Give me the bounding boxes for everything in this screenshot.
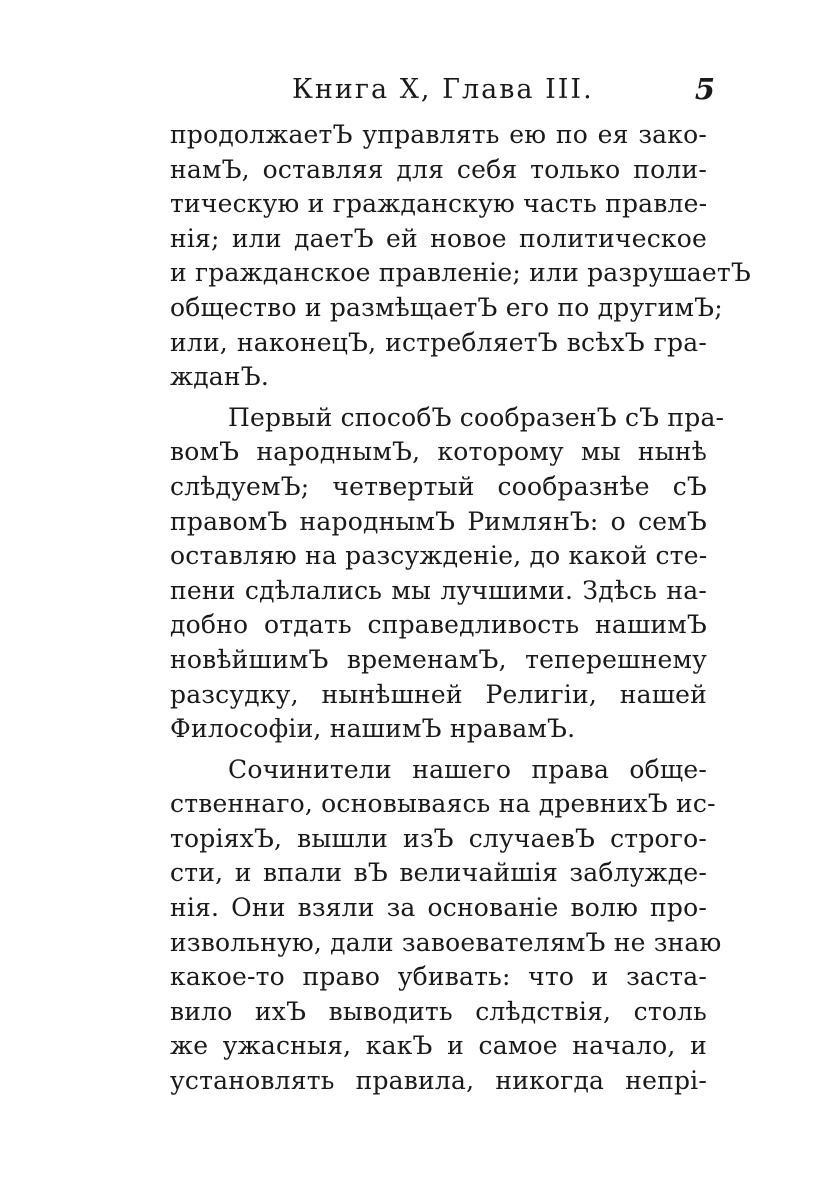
text-line: разсудку, нынѣшней Религіи, нашей <box>170 679 707 709</box>
text-line: извольную, дали завоевателямЪ не знаю <box>170 927 722 957</box>
text-line: Сочинители нашего права обще- <box>228 754 707 784</box>
text-line: или, наконецЪ, истребляетЪ всѣхЪ гра- <box>170 327 707 357</box>
text-line: нія; или даетЪ ей новое политическое <box>170 223 707 253</box>
text-line: вомЪ народнымЪ, которому мы нынѣ <box>170 437 707 467</box>
text-line: оставляю на разсужденіе, до какой сте- <box>170 541 708 571</box>
text-line: торіяхЪ, вышли изЪ случаевЪ строго- <box>170 823 707 853</box>
running-title: Книга X, Глава III. <box>292 74 594 105</box>
running-head <box>170 74 715 110</box>
paragraph-2 <box>170 401 725 747</box>
text-line: сти, и впали вЪ величайшія заблужде- <box>170 858 707 888</box>
text-line: добно отдать справедливость нашимЪ <box>170 610 707 640</box>
text-line: какое-то право убивать: что и заста- <box>170 962 707 992</box>
text-line: тическую и гражданскую часть правле- <box>170 189 708 219</box>
text-line: продолжаетЪ управлять ею по ея зако- <box>170 120 707 149</box>
text-line: нія. Они взяли за основаніе волю про- <box>170 893 707 923</box>
text-line: слѣдуемЪ; четвертый сообразнѣе сЪ <box>170 471 707 501</box>
text-line: намЪ, оставляя для себя только поли- <box>170 154 707 184</box>
text-line: установлять правила, никогда непрі- <box>170 1066 707 1096</box>
text-line: Первый способЪ сообразенЪ сЪ пра- <box>228 402 725 432</box>
page-number: 5 <box>694 72 715 106</box>
text-line: новѣйшимЪ временамЪ, теперешнему <box>170 644 707 674</box>
text-line: жданЪ. <box>170 362 269 392</box>
text-line: и гражданское правленіе; или разрушаетЪ <box>170 258 751 288</box>
text-line: общество и размѣщаетЪ его по другимЪ; <box>170 292 723 322</box>
text-line: Философіи, нашимЪ нравамЪ. <box>170 714 576 744</box>
text-line: же ужасныя, какЪ и самое начало, и <box>170 1031 707 1061</box>
text-line: ственнаго, основываясь на древнихЪ ис- <box>170 789 716 819</box>
text-line: вило ихЪ выводить слѣдствія, столь <box>170 996 707 1026</box>
text-line: правомЪ народнымЪ РимлянЪ: о семЪ <box>170 506 707 536</box>
text-line: пени сдѣлались мы лучшими. Здѣсь на- <box>170 575 707 605</box>
paragraph-1 <box>170 118 751 395</box>
paragraph-3 <box>170 753 722 1099</box>
body-text <box>170 118 751 1105</box>
